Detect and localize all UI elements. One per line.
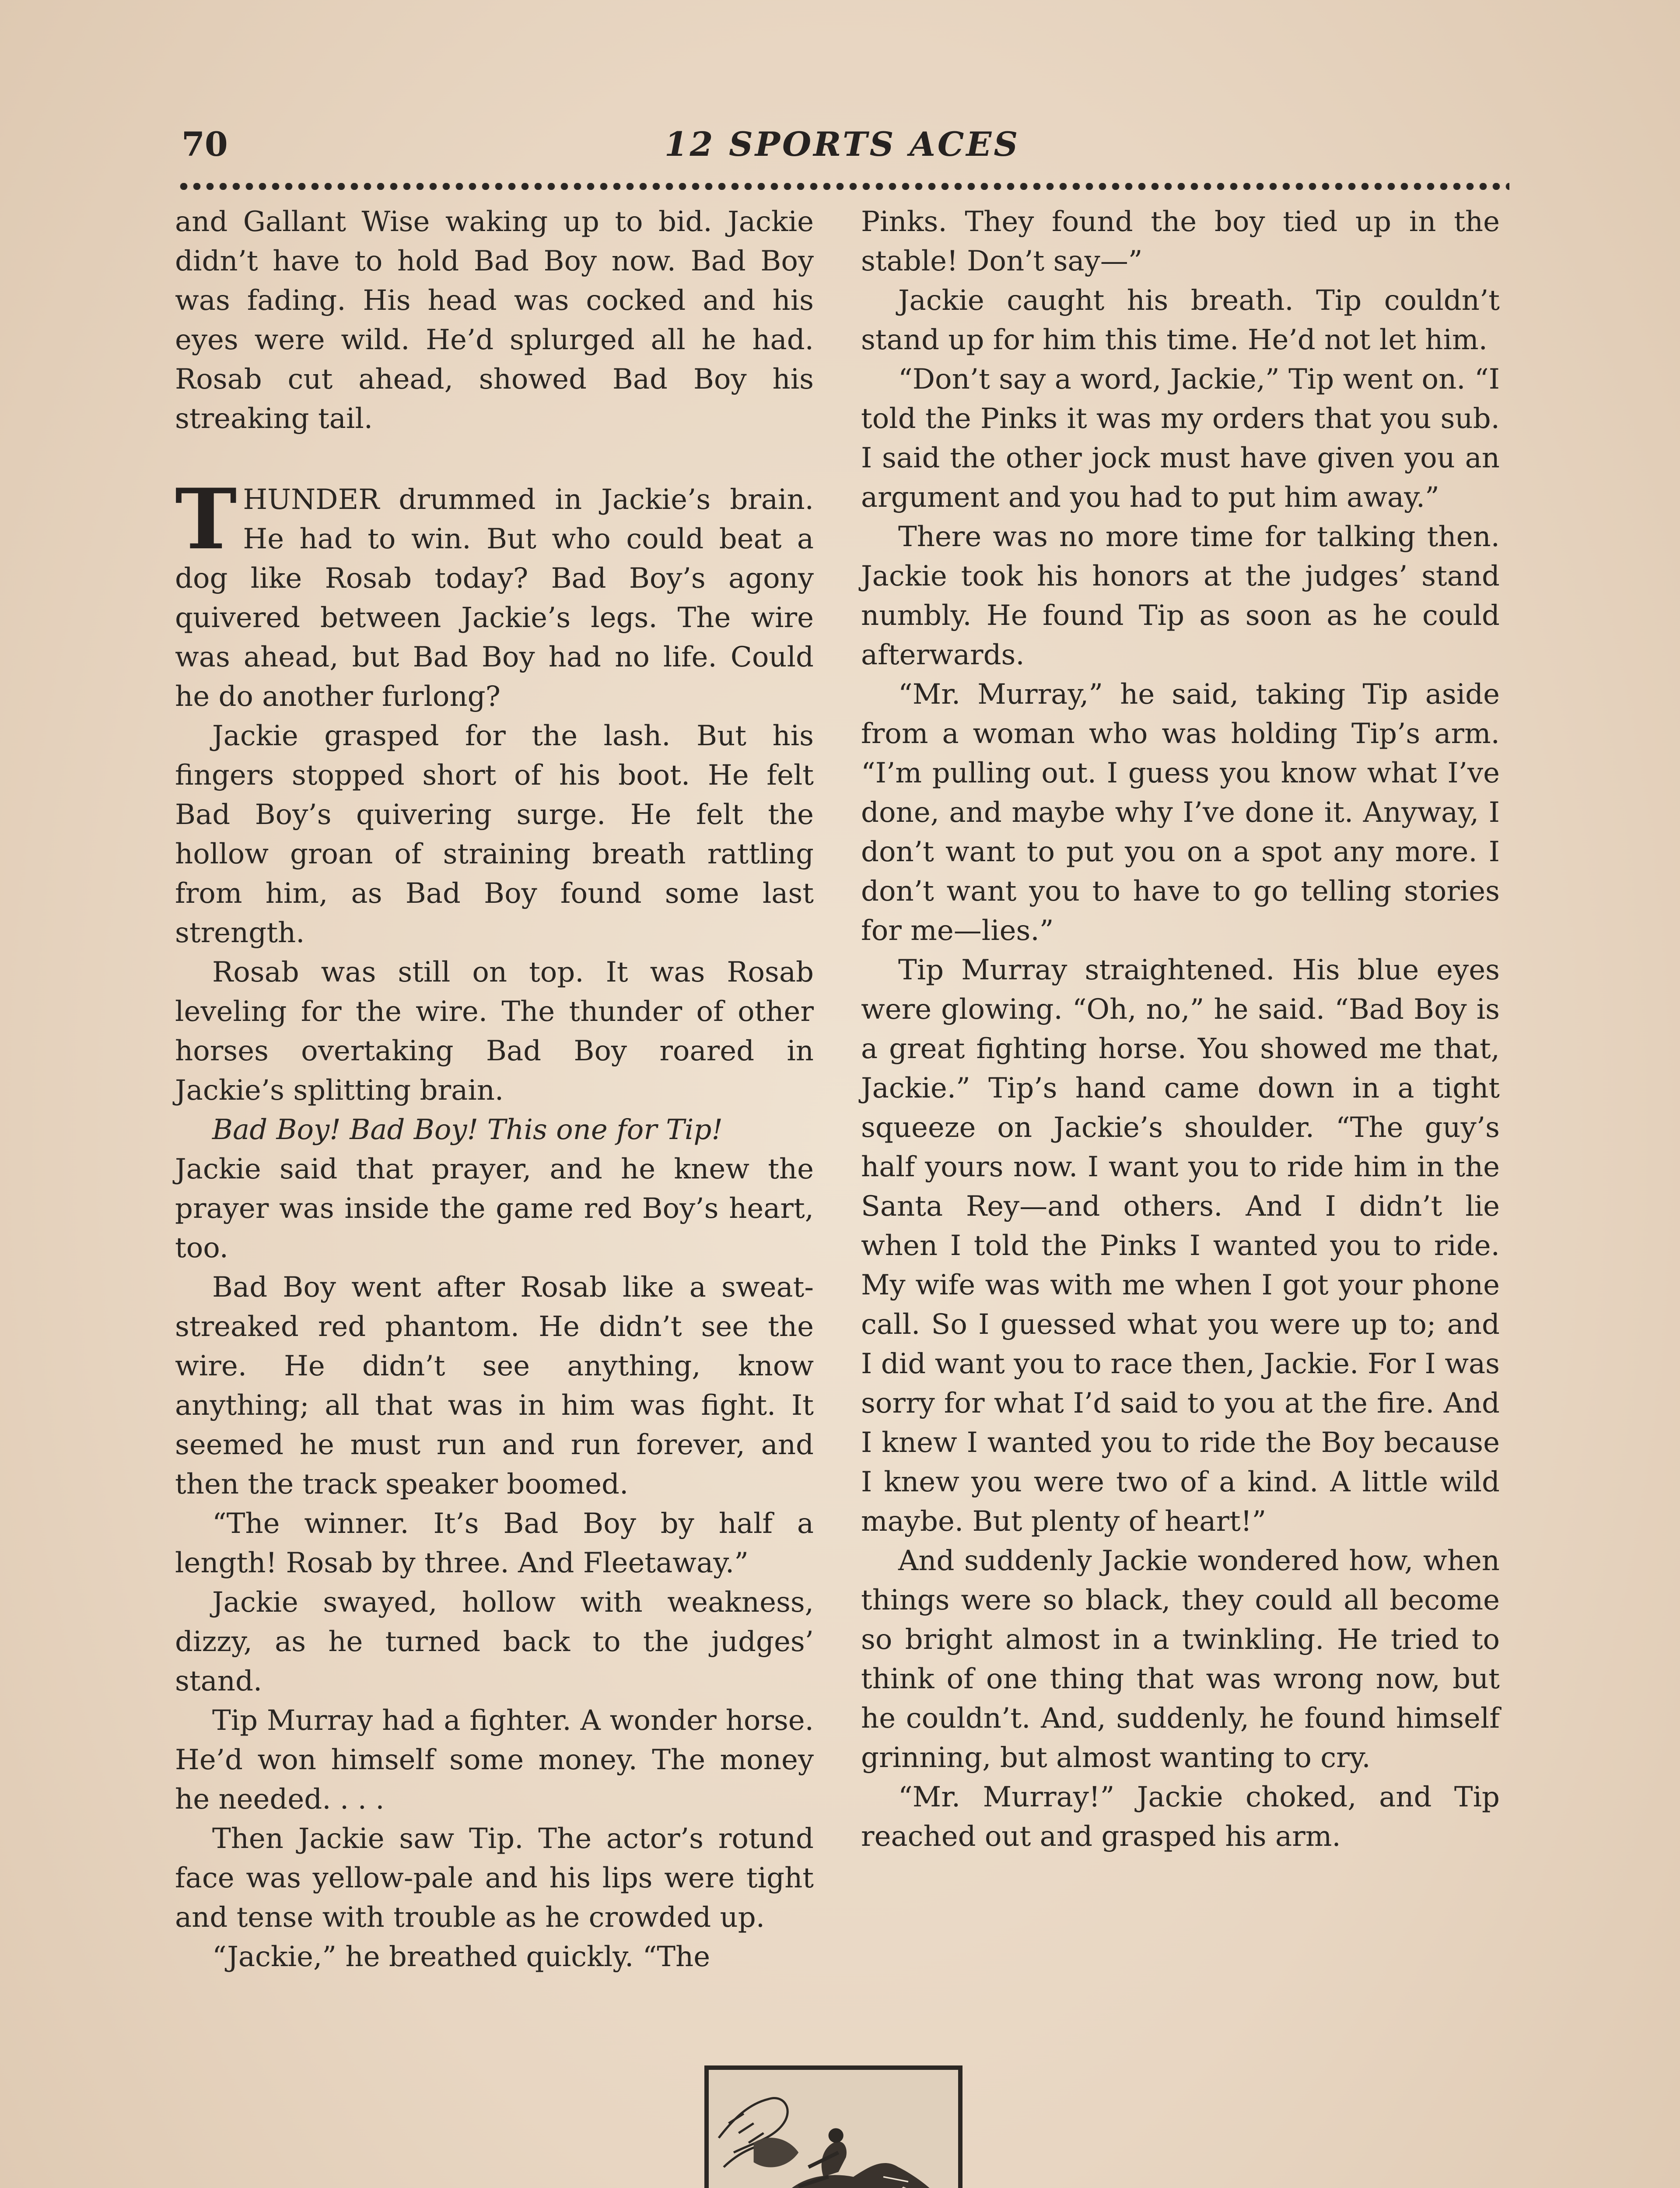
paragraph: Jackie said that prayer, and he knew the prayer was inside the game red Boy’s heart, too. xyxy=(175,1153,814,1264)
header-dotted-rule xyxy=(177,183,1509,190)
paragraph: “The winner. It’s Bad Boy by half a length! Rosab by three. And Fleetaway.” xyxy=(175,1508,814,1579)
paragraph: Tip Murray had a fighter. A wonder horse. He’d won himself some money. The money he needed. . . . xyxy=(175,1704,814,1816)
left-text-column xyxy=(175,202,814,1977)
page-header xyxy=(175,116,1509,182)
paragraph: Bad Boy went after Rosab like a sweat-streaked red phantom. He didn’t see the wire. He didn’t see anything, know anything; all that was in him was fight. It seemed he must run and run forever, and then the track speaker boomed. xyxy=(175,1271,814,1501)
paragraph: “Jackie,” he breathed quickly. “The xyxy=(212,1941,710,1973)
paragraph: Tip Murray straightened. His blue eyes were glowing. “Oh, no,” he said. “Bad Boy is a great fighting horse. You showed me that, Jackie.” Tip’s hand came down in a tight squeeze on Jackie’s shoulder. “The guy’s half yours now. I want you to ride him in the Santa Rey—and others. And I didn’t lie when I told the Pinks I wanted you to ride. My wife was with me when I got your phone call. So I guessed what you were up to; and I did want you to race then, Jackie. For I was sorry for what I’d said to you at the fire. And I knew I wanted you to ride the Boy because I knew you were two of a kind. A little wild maybe. But plenty of heart!” xyxy=(861,954,1500,1538)
paragraph: There was no more time for talking then. Jackie took his honors at the judges’ stand numbly. He found Tip as soon as he could afterwards. xyxy=(861,521,1500,671)
horse-racing-woodcut-illustration xyxy=(704,2065,962,2188)
page-number: 70 xyxy=(182,125,228,164)
paragraph: Rosab was still on top. It was Rosab leveling for the wire. The thunder of other horses overtaking Bad Boy roared in Jackie’s splitting brain. xyxy=(175,956,814,1107)
paragraph: and Gallant Wise waking up to bid. Jackie didn’t have to hold Bad Boy now. Bad Boy was fading. His head was cocked and his eyes were wild. He’d splurged all he had. Rosab cut ahead, showed Bad Boy his streaking tail. xyxy=(175,206,814,435)
paragraph-continued: brain. He had to win. But who could beat a dog like Rosab today? Bad Boy’s agony quivered between Jackie’s legs. The wire was ahead, but Bad Boy had no life. Could he do another furlong? xyxy=(175,484,814,713)
horse-and-jockey-icon xyxy=(709,2070,958,2188)
paragraph: Jackie swayed, hollow with weakness, dizzy, as he turned back to the judges’ stand. xyxy=(175,1586,814,1697)
paragraph: “Mr. Murray,” he said, taking Tip aside from a woman who was holding Tip’s arm. “I’m pulling out. I guess you know what I’ve done, and maybe why I’ve done it. Anyway, I don’t want to put you on a spot any more. I don’t want you to have to go telling stories for me—lies.” xyxy=(861,678,1500,947)
drop-cap-rest: HUNDER drummed in Jackie’s xyxy=(243,484,711,516)
paragraph: Jackie caught his breath. Tip couldn’t stand up for him this time. He’d not let him. xyxy=(861,284,1500,356)
paragraph: Jackie grasped for the lash. But his fingers stopped short of his boot. He felt Bad Boy’s quivering surge. He felt the hollow groan of straining breath rattling from him, as Bad Boy found some last strength. xyxy=(175,720,814,949)
paragraph: Then Jackie saw Tip. The actor’s rotund face was yellow-pale and his lips were tight and tense with trouble as he crowded up. xyxy=(175,1823,814,1934)
drop-cap-paragraph xyxy=(175,470,814,716)
paragraph: Pinks. They found the boy tied up in the stable! Don’t say—” xyxy=(861,206,1500,277)
paragraph: And suddenly Jackie wondered how, when things were so black, they could all become so bright almost in a twinkling. He tried to think of one thing that was wrong now, but he couldn’t. And, suddenly, he found himself grinning, but almost wanting to cry. xyxy=(861,1545,1500,1774)
paragraph: “Mr. Murray!” Jackie choked, and Tip reached out and grasped his arm. xyxy=(861,1781,1500,1853)
italic-prayer-line: Bad Boy! Bad Boy! This one for Tip! xyxy=(212,1114,723,1146)
right-text-column xyxy=(861,202,1500,1856)
drop-cap: T xyxy=(175,470,237,568)
running-title: 12 SPORTS ACES xyxy=(664,125,1020,164)
paragraph: “Don’t say a word, Jackie,” Tip went on. “I told the Pinks it was my orders that you sub. I said the other jock must have given you an argument and you had to put him away.” xyxy=(861,363,1500,514)
